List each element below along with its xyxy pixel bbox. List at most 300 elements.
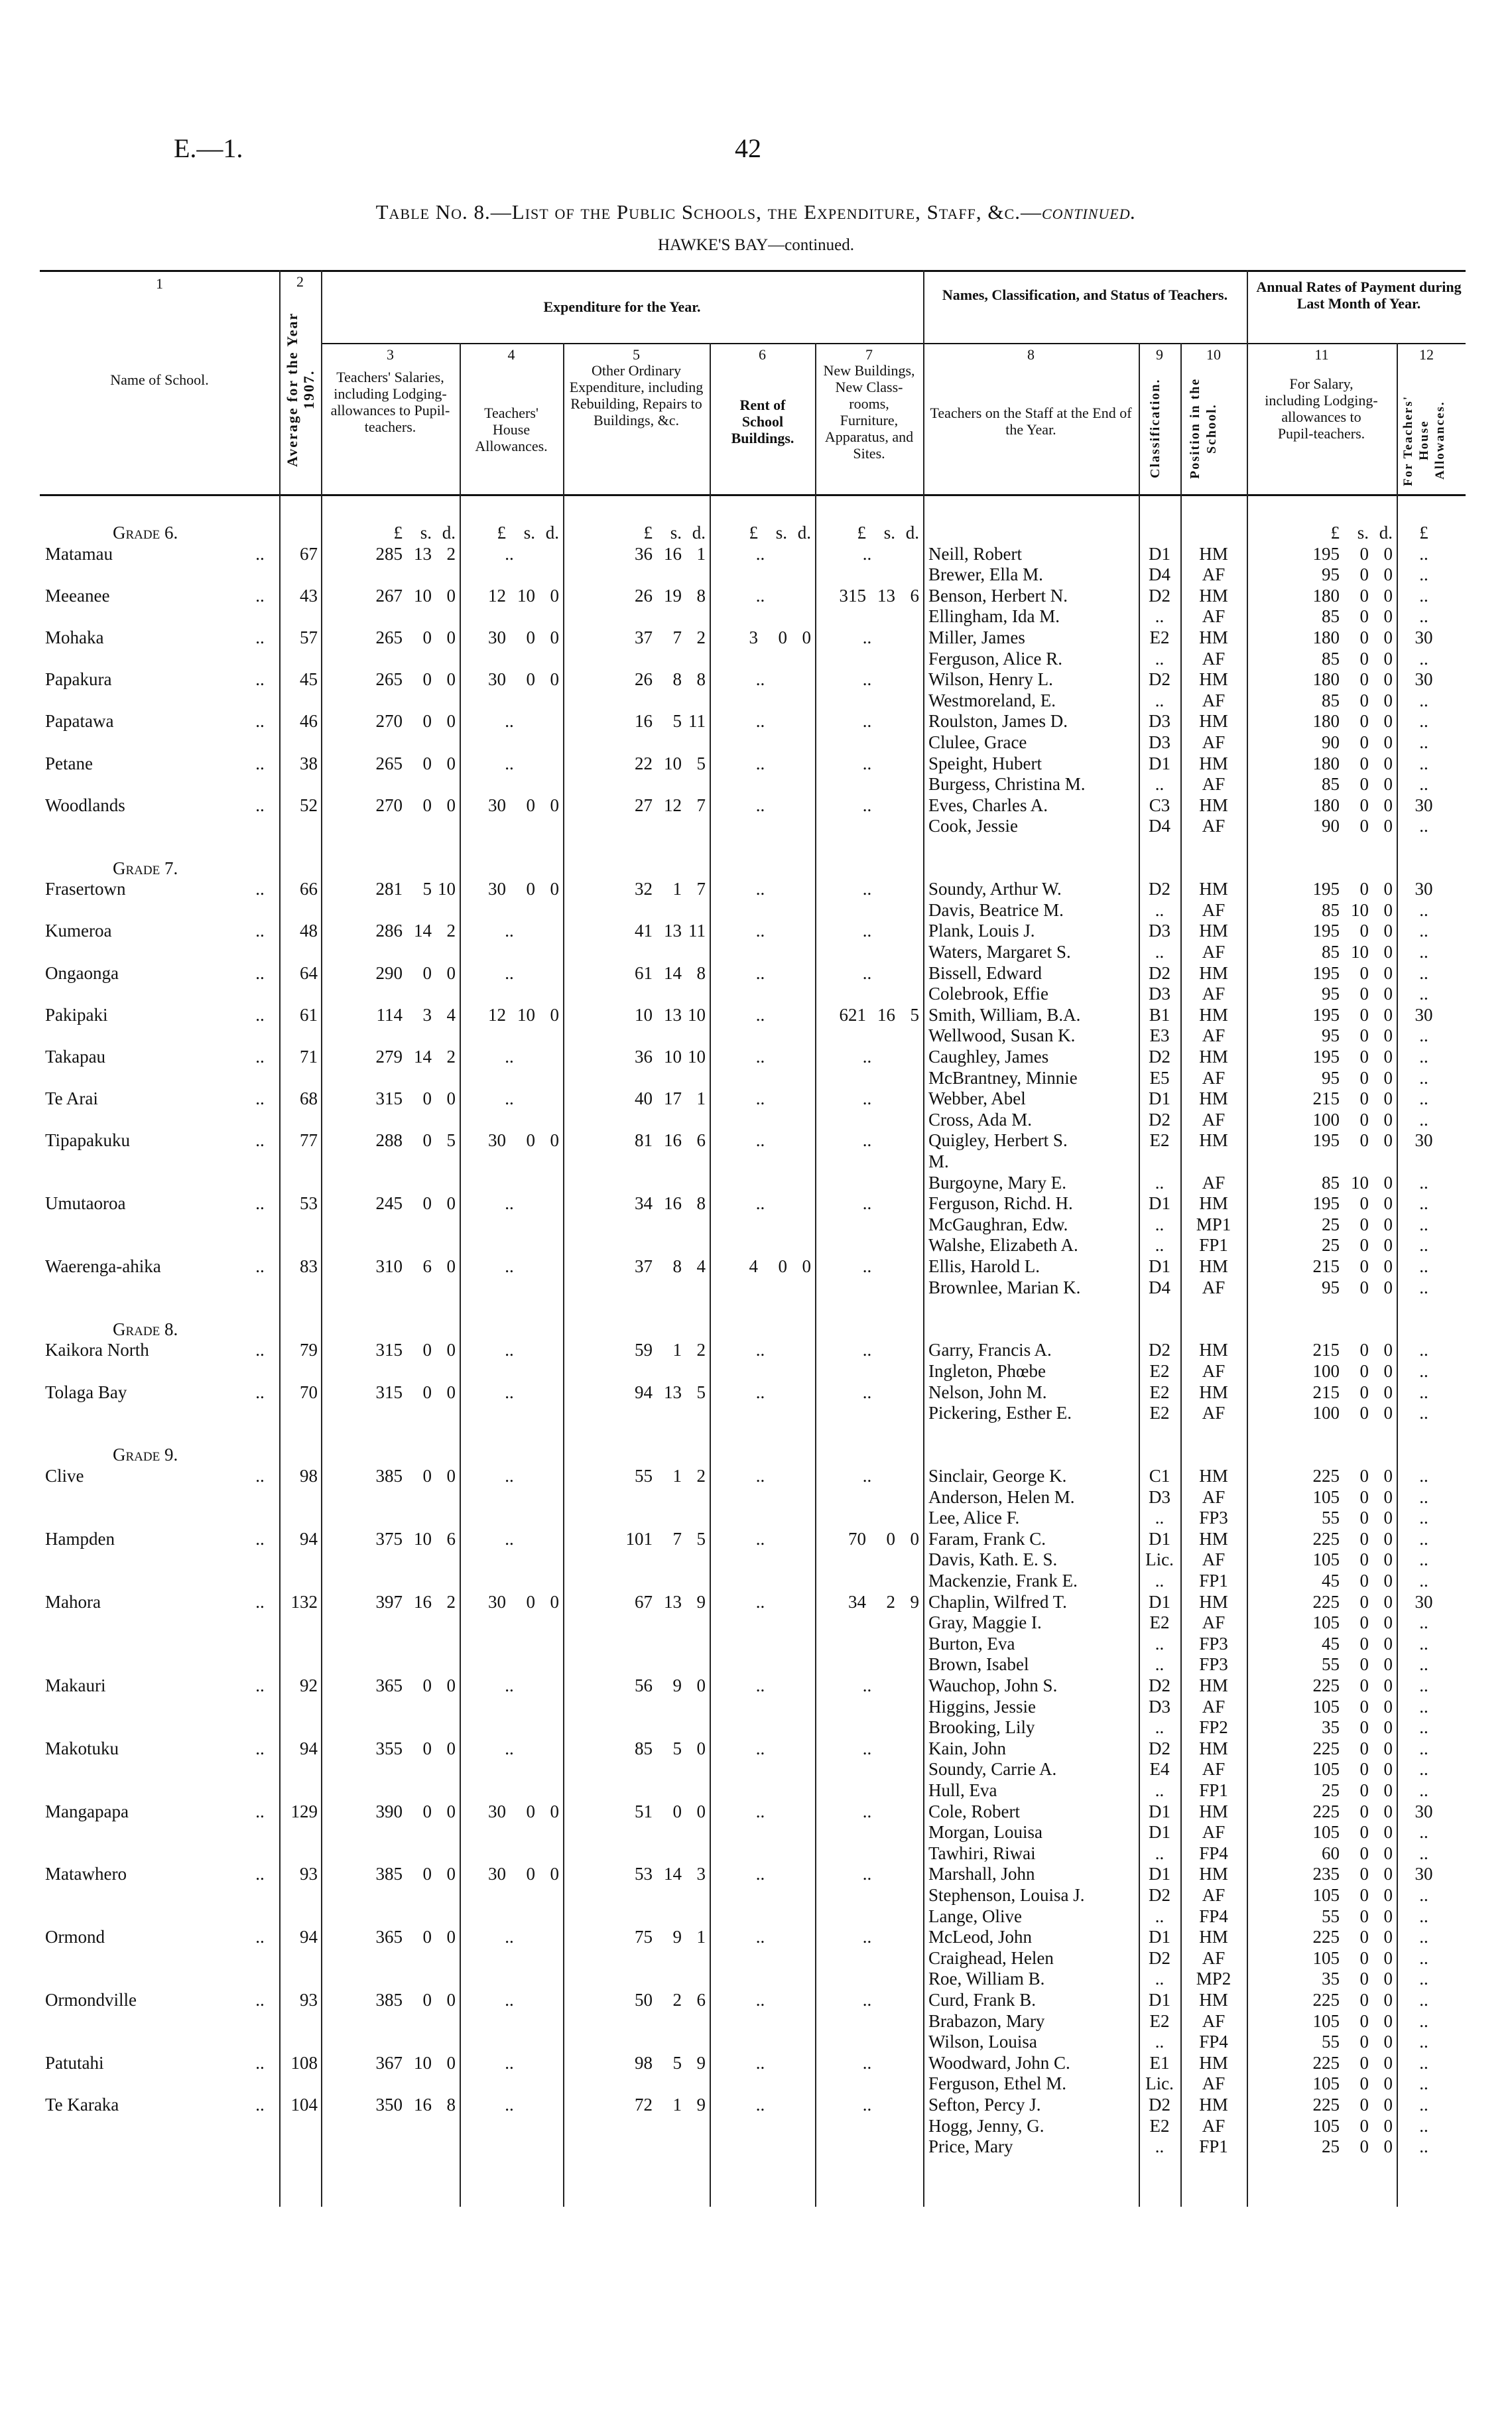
teacher-classification: D1 xyxy=(1149,753,1170,773)
col-number-8: 8 xyxy=(1027,346,1035,363)
leader-dots: .. xyxy=(255,1528,265,1549)
salary-rate-shillings: 0 xyxy=(1359,1969,1369,1989)
salary-rate-shillings: 0 xyxy=(1359,627,1369,647)
other-expenditure-pounds: 22 xyxy=(635,753,653,773)
salary-rate-pounds: 225 xyxy=(1312,1591,1340,1612)
teacher-classification: .. xyxy=(1155,1654,1165,1675)
salary-rate-pounds: 45 xyxy=(1322,1633,1340,1654)
teacher-row xyxy=(0,1234,1512,1256)
salary-rate-shillings: 0 xyxy=(1359,1571,1369,1591)
teachers-salaries-pounds: 265 xyxy=(375,627,403,647)
teacher-row xyxy=(0,1968,1512,1989)
salary-rate-pounds: 85 xyxy=(1322,606,1340,627)
teachers-salaries xyxy=(321,1004,456,1025)
salary-rate-shillings: 0 xyxy=(1359,984,1369,1004)
school-row xyxy=(0,920,1512,941)
teachers-salaries xyxy=(321,920,456,941)
header-new-buildings: New Buildings, New Class-rooms, Furniture, Apparatus, and Sites. xyxy=(823,362,915,462)
school-name: Ormondville xyxy=(45,1990,137,2010)
teachers-salaries-pence: 0 xyxy=(446,753,456,773)
house-allowances: .. xyxy=(505,1528,514,1549)
teachers-salaries-shillings: 0 xyxy=(422,753,432,773)
teachers-salaries-shillings: 16 xyxy=(414,1591,432,1612)
house-allowances-pounds: 12 xyxy=(488,585,506,606)
school-row xyxy=(0,795,1512,816)
salary-rate-pounds: 55 xyxy=(1322,1654,1340,1675)
teacher-classification: E2 xyxy=(1149,2010,1170,2031)
teacher-position: HM xyxy=(1199,1927,1228,1947)
teacher-name: Walshe, Elizabeth A. xyxy=(928,1235,1078,1256)
rent-of-buildings-pounds: 3 xyxy=(749,627,758,647)
school-row xyxy=(0,1130,1512,1172)
teachers-salaries-pounds: 114 xyxy=(376,1004,403,1025)
new-buildings: .. xyxy=(862,627,872,647)
teachers-salaries-pounds: 288 xyxy=(375,1130,403,1151)
teacher-classification: .. xyxy=(1155,1633,1165,1654)
salary-rate-shillings: 0 xyxy=(1359,1528,1369,1549)
salary-rate-shillings: 0 xyxy=(1359,1864,1369,1884)
salary-rate-shillings: 0 xyxy=(1359,1947,1369,1968)
teacher-classification: .. xyxy=(1155,606,1165,627)
teachers-salaries-pounds: 385 xyxy=(375,1990,403,2010)
other-expenditure-shillings: 13 xyxy=(664,921,682,941)
teacher-classification: D1 xyxy=(1149,1864,1170,1884)
unit-pence: d. xyxy=(442,523,456,543)
teachers-salaries-shillings: 13 xyxy=(414,543,432,564)
salary-rate-shillings: 0 xyxy=(1359,1088,1369,1109)
teacher-classification: D3 xyxy=(1149,711,1170,732)
teacher-position: AF xyxy=(1202,774,1226,795)
salary-rate-pounds: 225 xyxy=(1312,1675,1340,1695)
other-expenditure-pounds: 56 xyxy=(635,1675,653,1695)
teacher-position: AF xyxy=(1202,1549,1226,1570)
house-allowances-shillings: 10 xyxy=(517,585,535,606)
house-allowance-rate: .. xyxy=(1419,1172,1428,1193)
house-allowances-pounds: 30 xyxy=(488,627,506,647)
salary-rate-shillings: 0 xyxy=(1359,564,1369,585)
teachers-salaries-pence: 0 xyxy=(446,1340,456,1360)
salary-rate-pence: 0 xyxy=(1383,2052,1393,2073)
teacher-position: HM xyxy=(1199,1738,1228,1758)
leader-dots: .. xyxy=(255,1256,265,1276)
house-allowance-rate: .. xyxy=(1419,753,1428,773)
teacher-name: Anderson, Helen M. xyxy=(928,1486,1075,1507)
other-expenditure-pence: 10 xyxy=(688,1047,706,1067)
new-buildings xyxy=(815,585,919,606)
teachers-salaries-pence: 0 xyxy=(446,1466,456,1486)
salary-rate-shillings: 0 xyxy=(1359,585,1369,606)
teacher-name: Neill, Robert xyxy=(928,543,1022,564)
house-allowance-rate: .. xyxy=(1419,2095,1428,2115)
unit-shilling: s. xyxy=(1357,523,1369,543)
teacher-name: Hull, Eva xyxy=(928,1780,997,1800)
teachers-salaries-shillings: 5 xyxy=(422,879,432,899)
col-number-4: 4 xyxy=(507,346,515,363)
house-allowances-pence: 0 xyxy=(550,1591,559,1612)
other-expenditure-shillings: 10 xyxy=(664,1047,682,1067)
salary-rate-pounds: 25 xyxy=(1322,1780,1340,1800)
rent-of-buildings: .. xyxy=(755,711,765,732)
salary-rate-pounds: 195 xyxy=(1312,1004,1340,1025)
average-attendance: 93 xyxy=(300,1864,318,1884)
teacher-position: HM xyxy=(1199,2052,1228,2073)
salary-rate-shillings: 0 xyxy=(1359,1130,1369,1151)
house-allowances-pounds: 30 xyxy=(488,795,506,815)
salary-rate-pence: 0 xyxy=(1383,1193,1393,1214)
teacher-row xyxy=(0,2073,1512,2094)
teacher-classification: E4 xyxy=(1149,1759,1170,1780)
other-expenditure-pounds: 53 xyxy=(635,1864,653,1884)
salary-rate-shillings: 0 xyxy=(1359,1633,1369,1654)
salary-rate-shillings: 0 xyxy=(1359,1256,1369,1276)
school-row xyxy=(0,1738,1512,1759)
salary-rate-shillings: 0 xyxy=(1359,1780,1369,1800)
other-expenditure-pounds: 10 xyxy=(635,1004,653,1025)
teacher-classification: D3 xyxy=(1149,921,1170,941)
salary-rate-pence: 0 xyxy=(1383,2115,1393,2136)
house-allowances: .. xyxy=(505,543,514,564)
average-attendance: 93 xyxy=(300,1990,318,2010)
salary-rate-pounds: 60 xyxy=(1322,1843,1340,1863)
teachers-salaries xyxy=(321,1193,456,1214)
house-allowance-rate: .. xyxy=(1419,1906,1428,1926)
salary-rate-shillings: 10 xyxy=(1351,899,1369,920)
table-subtitle: HAWKE'S BAY—continued. xyxy=(657,236,854,254)
teacher-position: HM xyxy=(1199,1990,1228,2010)
teachers-salaries xyxy=(321,1801,456,1822)
col-number-11: 11 xyxy=(1314,346,1329,363)
teacher-classification: D4 xyxy=(1149,1277,1170,1297)
other-expenditure xyxy=(563,753,706,774)
new-buildings: .. xyxy=(862,1738,872,1758)
school-row xyxy=(0,669,1512,690)
teacher-classification: C3 xyxy=(1149,795,1170,815)
salary-rate-pence: 0 xyxy=(1383,1571,1393,1591)
salary-rate-pence: 0 xyxy=(1383,690,1393,710)
group-header-rule xyxy=(321,343,1466,344)
col-number-6: 6 xyxy=(759,346,766,363)
house-allowances-shillings: 0 xyxy=(526,1801,535,1821)
teacher-name: Mackenzie, Frank E. xyxy=(928,1571,1078,1591)
teachers-salaries-pounds: 385 xyxy=(375,1864,403,1884)
salary-rate-shillings: 0 xyxy=(1359,2052,1369,2073)
salary-rate-pence: 0 xyxy=(1383,2095,1393,2115)
teachers-salaries-shillings: 0 xyxy=(422,669,432,690)
teachers-salaries-pence: 0 xyxy=(446,627,456,647)
other-expenditure-shillings: 19 xyxy=(664,585,682,606)
rent-of-buildings: .. xyxy=(755,543,765,564)
other-expenditure-shillings: 5 xyxy=(672,711,682,732)
house-allowances-pence: 0 xyxy=(550,627,559,647)
teacher-position: AF xyxy=(1202,606,1226,627)
salary-rate-shillings: 0 xyxy=(1359,1717,1369,1738)
other-expenditure xyxy=(563,1382,706,1403)
house-allowance-rate: .. xyxy=(1419,543,1428,564)
teacher-classification: E2 xyxy=(1149,1382,1170,1402)
teacher-classification: D1 xyxy=(1149,1193,1170,1214)
house-allowance-rate: .. xyxy=(1419,942,1428,962)
other-expenditure-pence: 5 xyxy=(696,1528,706,1549)
teachers-salaries-pence: 0 xyxy=(446,1382,456,1402)
teacher-position: FP1 xyxy=(1199,2136,1228,2157)
other-expenditure-pence: 7 xyxy=(696,795,706,815)
salary-rate-shillings: 0 xyxy=(1359,2136,1369,2157)
teachers-salaries-pence: 0 xyxy=(446,1738,456,1758)
rent-of-buildings-shillings: 0 xyxy=(778,627,787,647)
salary-rate-pounds: 105 xyxy=(1312,1549,1340,1570)
teachers-salaries xyxy=(321,1989,456,2010)
salary-rate-pence: 0 xyxy=(1383,2032,1393,2052)
teachers-salaries xyxy=(321,669,456,690)
school-name: Mangapapa xyxy=(45,1801,129,1821)
teachers-salaries xyxy=(321,1926,456,1947)
salary-rate xyxy=(1247,606,1393,627)
teacher-row xyxy=(0,648,1512,669)
teacher-row xyxy=(0,564,1512,585)
house-allowances: .. xyxy=(505,2095,514,2115)
other-expenditure-pounds: 81 xyxy=(635,1130,653,1151)
teacher-classification: .. xyxy=(1155,774,1165,795)
salary-rate-shillings: 0 xyxy=(1359,1843,1369,1863)
teacher-classification: .. xyxy=(1155,2136,1165,2157)
teachers-salaries xyxy=(321,627,456,648)
new-buildings: .. xyxy=(862,711,872,732)
other-expenditure-pounds: 36 xyxy=(635,543,653,564)
school-row xyxy=(0,1088,1512,1109)
house-allowances-shillings: 0 xyxy=(526,1864,535,1884)
other-expenditure-pence: 1 xyxy=(696,543,706,564)
house-allowance-rate: .. xyxy=(1419,1466,1428,1486)
teacher-position: HM xyxy=(1199,1256,1228,1276)
leader-dots: .. xyxy=(255,1047,265,1067)
salary-rate-shillings: 0 xyxy=(1359,1214,1369,1234)
salary-rate-pounds: 55 xyxy=(1322,1508,1340,1528)
school-row xyxy=(0,1528,1512,1549)
other-expenditure-shillings: 13 xyxy=(664,1591,682,1612)
teacher-name: Curd, Frank B. xyxy=(928,1990,1036,2010)
teachers-salaries-pounds: 267 xyxy=(375,585,403,606)
teacher-classification: D2 xyxy=(1149,585,1170,606)
teacher-position: AF xyxy=(1202,1822,1226,1843)
unit-pound: £ xyxy=(393,523,403,543)
house-allowances: .. xyxy=(505,1738,514,1758)
rent-of-buildings-shillings: 0 xyxy=(778,1256,787,1276)
house-allowance-rate: .. xyxy=(1419,1571,1428,1591)
teacher-row xyxy=(0,1947,1512,1969)
salary-rate-shillings: 0 xyxy=(1359,1382,1369,1402)
teachers-salaries-shillings: 0 xyxy=(422,1466,432,1486)
other-expenditure xyxy=(563,1046,706,1067)
teacher-name: Soundy, Carrie A. xyxy=(928,1759,1057,1780)
teacher-classification: E2 xyxy=(1149,1403,1170,1423)
new-buildings: .. xyxy=(862,2052,872,2073)
teacher-name: Ellingham, Ida M. xyxy=(928,606,1060,627)
new-buildings: .. xyxy=(862,753,872,773)
teachers-salaries-pence: 0 xyxy=(446,711,456,732)
house-allowances xyxy=(460,1130,559,1151)
other-expenditure-shillings: 8 xyxy=(672,1256,682,1276)
new-buildings: .. xyxy=(862,1675,872,1695)
salary-rate-pounds: 25 xyxy=(1322,1235,1340,1256)
salary-rate xyxy=(1247,773,1393,795)
new-buildings: .. xyxy=(862,879,872,899)
teacher-row xyxy=(0,941,1512,962)
teacher-position: HM xyxy=(1199,1340,1228,1360)
salary-rate-pence: 0 xyxy=(1383,1025,1393,1046)
other-expenditure xyxy=(563,1130,706,1151)
salary-rate-pence: 0 xyxy=(1383,1947,1393,1968)
school-row xyxy=(0,1193,1512,1214)
average-attendance: 68 xyxy=(300,1088,318,1109)
leader-dots: .. xyxy=(255,1801,265,1821)
teachers-salaries-shillings: 0 xyxy=(422,711,432,732)
teacher-name: Wilson, Henry L. xyxy=(928,669,1053,690)
grade-heading: Grade 6. xyxy=(113,523,178,543)
teacher-position: AF xyxy=(1202,1947,1226,1968)
teacher-name: Ingleton, Phœbe xyxy=(928,1361,1046,1381)
salary-rate xyxy=(1247,815,1393,836)
school-row xyxy=(0,710,1512,732)
teacher-row xyxy=(0,1906,1512,1927)
teacher-name: Roe, William B. xyxy=(928,1969,1045,1989)
house-allowances-pence: 0 xyxy=(550,879,559,899)
teachers-salaries-pounds: 285 xyxy=(375,543,403,564)
salary-rate-pence: 0 xyxy=(1383,921,1393,941)
other-expenditure-pounds: 51 xyxy=(635,1801,653,1821)
salary-rate xyxy=(1247,1675,1393,1696)
teacher-classification: .. xyxy=(1155,2032,1165,2052)
col-number-10: 10 xyxy=(1206,346,1221,363)
other-expenditure-pence: 11 xyxy=(688,711,706,732)
house-allowance-rate: .. xyxy=(1419,2052,1428,2073)
teachers-salaries-pence: 0 xyxy=(446,962,456,983)
salary-rate-pence: 0 xyxy=(1383,1612,1393,1633)
teachers-salaries-pence: 0 xyxy=(446,1675,456,1695)
teachers-salaries-shillings: 0 xyxy=(422,1864,432,1884)
salary-rate-pence: 0 xyxy=(1383,2073,1393,2094)
teachers-salaries-shillings: 0 xyxy=(422,795,432,815)
teacher-name: Marshall, John xyxy=(928,1864,1035,1884)
school-row xyxy=(0,1926,1512,1947)
other-expenditure-shillings: 10 xyxy=(664,753,682,773)
unit-pound: £ xyxy=(749,523,758,543)
teacher-position: AF xyxy=(1202,1361,1226,1381)
house-allowance-rate: .. xyxy=(1419,2115,1428,2136)
teacher-name: Ferguson, Richd. H. xyxy=(928,1193,1073,1214)
salary-rate-shillings: 0 xyxy=(1359,1486,1369,1507)
house-allowances: .. xyxy=(505,753,514,773)
house-allowances-pounds: 30 xyxy=(488,879,506,899)
average-attendance: 43 xyxy=(300,585,318,606)
other-expenditure-shillings: 17 xyxy=(664,1088,682,1109)
teachers-salaries-pounds: 350 xyxy=(375,2095,403,2115)
salary-rate-shillings: 0 xyxy=(1359,1612,1369,1633)
teacher-classification: E2 xyxy=(1149,1612,1170,1633)
new-buildings: .. xyxy=(862,1382,872,1402)
teacher-classification: D3 xyxy=(1149,732,1170,752)
salary-rate-pounds: 215 xyxy=(1312,1340,1340,1360)
col-number-5: 5 xyxy=(633,346,640,363)
teacher-position: AF xyxy=(1202,2073,1226,2094)
header-for-salary: For Salary, including Lodging-allowances to Pupil-teachers. xyxy=(1265,375,1378,442)
house-allowance-rate: .. xyxy=(1419,711,1428,732)
other-expenditure-pounds: 36 xyxy=(635,1047,653,1067)
teacher-classification: E2 xyxy=(1149,2115,1170,2136)
teacher-classification: Lic. xyxy=(1145,1549,1174,1570)
other-expenditure-shillings: 1 xyxy=(672,1466,682,1486)
teacher-name: Kain, John xyxy=(928,1738,1006,1758)
house-allowances: .. xyxy=(505,2052,514,2073)
salary-rate-pence: 0 xyxy=(1383,1172,1393,1193)
salary-rate xyxy=(1247,1277,1393,1298)
teachers-salaries-pence: 4 xyxy=(446,1004,456,1025)
other-expenditure xyxy=(563,920,706,941)
salary-rate-pounds: 180 xyxy=(1312,795,1340,815)
other-expenditure xyxy=(563,1591,706,1612)
leader-dots: .. xyxy=(255,1864,265,1884)
col-number-12: 12 xyxy=(1419,346,1434,363)
house-allowance-rate: .. xyxy=(1419,1675,1428,1695)
salary-rate-pence: 0 xyxy=(1383,669,1393,690)
salary-rate-pounds: 95 xyxy=(1322,1277,1340,1297)
unit-pence: d. xyxy=(692,523,706,543)
grade-heading: Grade 9. xyxy=(113,1445,178,1465)
other-expenditure-pence: 6 xyxy=(696,1990,706,2010)
house-allowance-rate: .. xyxy=(1419,1256,1428,1276)
rent-of-buildings: .. xyxy=(755,1990,765,2010)
teachers-salaries-pounds: 375 xyxy=(375,1528,403,1549)
teacher-position: FP1 xyxy=(1199,1780,1228,1800)
other-expenditure-pence: 8 xyxy=(696,962,706,983)
header-average-attendance: Average for the Year 1907. xyxy=(284,312,317,468)
leader-dots: .. xyxy=(255,627,265,647)
teacher-position: AF xyxy=(1202,1403,1226,1423)
header-other-expenditure: Other Ordinary Expenditure, including Rebuilding, Repairs to Buildings, &c. xyxy=(569,362,704,428)
school-row xyxy=(0,1989,1512,2010)
other-expenditure-pence: 5 xyxy=(696,1382,706,1402)
teachers-salaries-pence: 0 xyxy=(446,1864,456,1884)
teacher-row xyxy=(0,2115,1512,2136)
salary-rate-pounds: 35 xyxy=(1322,1717,1340,1738)
new-buildings: .. xyxy=(862,543,872,564)
teacher-name: Caughley, James xyxy=(928,1047,1049,1067)
col-number-1: 1 xyxy=(156,275,163,292)
grade-header-row xyxy=(0,858,1512,879)
school-name: Papakura xyxy=(45,669,112,690)
teacher-name: Sefton, Percy J. xyxy=(928,2095,1041,2115)
house-allowances-pence: 0 xyxy=(550,585,559,606)
school-name: Ormond xyxy=(45,1927,105,1947)
salary-rate xyxy=(1247,920,1393,941)
house-allowances-pounds: 30 xyxy=(488,1801,506,1821)
salary-rate-shillings: 0 xyxy=(1359,816,1369,836)
salary-rate xyxy=(1247,1339,1393,1360)
leader-dots: .. xyxy=(255,879,265,899)
other-expenditure xyxy=(563,1989,706,2010)
teacher-position: HM xyxy=(1199,1382,1228,1402)
house-allowance-rate: .. xyxy=(1419,690,1428,710)
rent-of-buildings: .. xyxy=(755,2052,765,2073)
other-expenditure-pounds: 40 xyxy=(635,1088,653,1109)
salary-rate-pence: 0 xyxy=(1383,1256,1393,1276)
teacher-position: AF xyxy=(1202,2115,1226,2136)
salary-rate xyxy=(1247,2094,1393,2115)
teacher-position: AF xyxy=(1202,648,1226,669)
other-expenditure xyxy=(563,878,706,899)
average-attendance: 92 xyxy=(300,1675,318,1695)
teacher-row xyxy=(0,732,1512,753)
new-buildings-pounds: 315 xyxy=(839,585,866,606)
